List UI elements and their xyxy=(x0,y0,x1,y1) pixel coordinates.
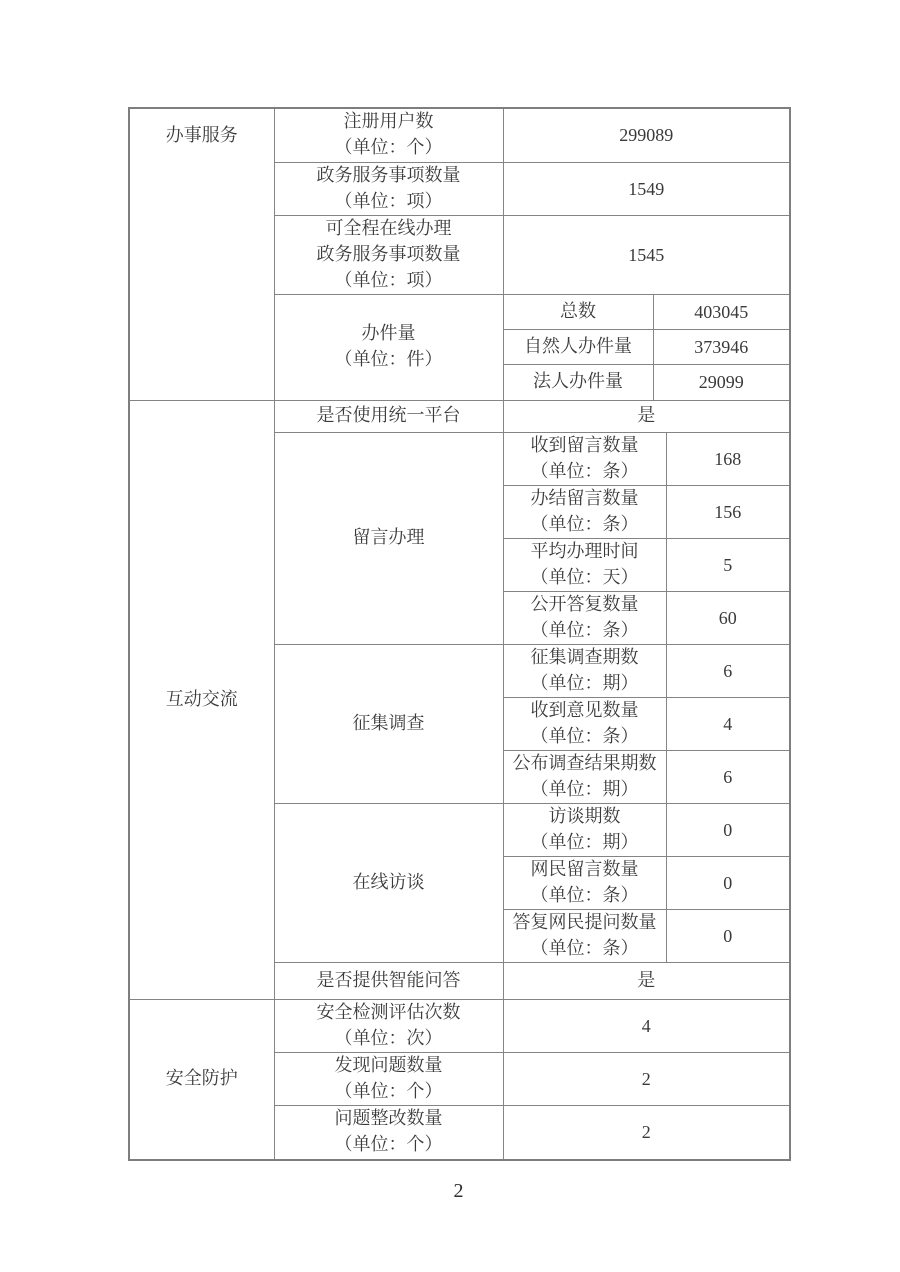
row-label-messages-received: 收到留言数量 （单位：条） xyxy=(503,432,666,485)
value-questions-answered: 0 xyxy=(666,909,790,962)
value-case-total: 403045 xyxy=(653,294,790,329)
row-label-opinions-received: 收到意见数量 （单位：条） xyxy=(503,697,666,750)
row-label-avg-handling-time: 平均办理时间 （单位：天） xyxy=(503,538,666,591)
value-online-items: 1545 xyxy=(503,215,790,294)
section-label-interaction xyxy=(129,400,274,999)
row-label-unified-platform: 是否使用统一平台 xyxy=(274,400,503,432)
value-netizen-messages: 0 xyxy=(666,856,790,909)
row-label-messages-completed: 办结留言数量 （单位：条） xyxy=(503,485,666,538)
value-survey-periods: 6 xyxy=(666,644,790,697)
row-label-service-items: 政务服务事项数量 （单位：项） xyxy=(274,162,503,215)
value-unified-platform: 是 xyxy=(503,400,790,432)
row-label-netizen-messages: 网民留言数量 （单位：条） xyxy=(503,856,666,909)
value-security-assessments: 4 xyxy=(503,999,790,1052)
value-case-legal: 29099 xyxy=(653,364,790,400)
value-messages-received: 168 xyxy=(666,432,790,485)
row-label-case-volume: 办件量 （单位：件） xyxy=(274,294,503,400)
row-label-survey-periods: 征集调查期数 （单位：期） xyxy=(503,644,666,697)
value-smart-qa: 是 xyxy=(503,962,790,999)
value-problems-rectified: 2 xyxy=(503,1105,790,1160)
row-label-problems-found: 发现问题数量 （单位：个） xyxy=(274,1052,503,1105)
value-interview-periods: 0 xyxy=(666,803,790,856)
value-case-natural: 373946 xyxy=(653,329,790,364)
section-label-text: 互动交流 xyxy=(165,688,238,710)
row-label-registered-users: 注册用户数 （单位：个） xyxy=(274,108,503,162)
section-label-service xyxy=(129,108,274,400)
sublabel-case-legal: 法人办件量 xyxy=(503,364,653,400)
row-label-online-items: 可全程在线办理 政务服务事项数量 （单位：项） xyxy=(274,215,503,294)
row-label-problems-rectified: 问题整改数量 （单位：个） xyxy=(274,1105,503,1160)
row-label-security-assessments: 安全检测评估次数 （单位：次） xyxy=(274,999,503,1052)
report-table xyxy=(128,107,791,1161)
sublabel-case-natural: 自然人办件量 xyxy=(503,329,653,364)
section-label-text: 办事服务 xyxy=(165,125,238,146)
group-label-survey: 征集调查 xyxy=(274,644,503,803)
value-public-replies: 60 xyxy=(666,591,790,644)
section-label-text: 安全防护 xyxy=(165,1068,238,1090)
value-service-items: 1549 xyxy=(503,162,790,215)
value-problems-found: 2 xyxy=(503,1052,790,1105)
row-label-public-replies: 公开答复数量 （单位：条） xyxy=(503,591,666,644)
value-results-published: 6 xyxy=(666,750,790,803)
value-opinions-received: 4 xyxy=(666,697,790,750)
sublabel-case-total: 总数 xyxy=(503,294,653,329)
value-messages-completed: 156 xyxy=(666,485,790,538)
report-sheet xyxy=(128,107,791,1161)
row-label-results-published: 公布调查结果期数 （单位：期） xyxy=(503,750,666,803)
row-label-smart-qa: 是否提供智能问答 xyxy=(274,962,503,999)
value-registered-users: 299089 xyxy=(503,108,790,162)
value-avg-handling-time: 5 xyxy=(666,538,790,591)
row-label-interview-periods: 访谈期数 （单位：期） xyxy=(503,803,666,856)
row-label-questions-answered: 答复网民提问数量 （单位：条） xyxy=(503,909,666,962)
group-label-message-handling: 留言办理 xyxy=(274,432,503,644)
group-label-interview: 在线访谈 xyxy=(274,803,503,962)
section-label-security xyxy=(129,999,274,1160)
page-number: 2 xyxy=(453,1180,464,1202)
